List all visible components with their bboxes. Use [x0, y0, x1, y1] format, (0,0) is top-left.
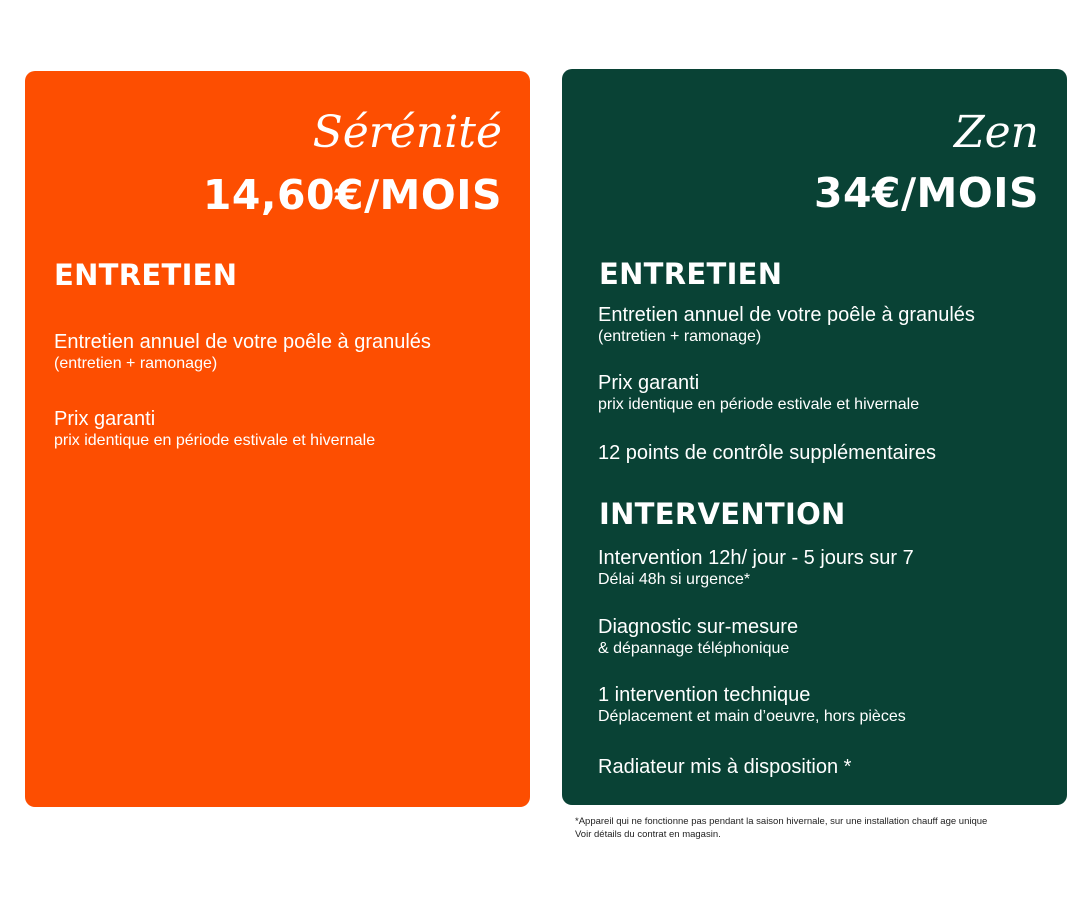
plan-card-serenite — [25, 71, 530, 807]
feature-main: 1 intervention technique — [598, 684, 811, 706]
feature-sub: prix identique en période estivale et hivernale — [54, 432, 376, 449]
plan-name: Sérénité — [312, 107, 502, 158]
feature-item — [54, 407, 375, 451]
plan-price: 14,60€/MOIS — [202, 171, 502, 219]
plan-card-zen — [562, 69, 1067, 805]
footnote — [575, 815, 1075, 841]
feature-item — [598, 371, 919, 415]
feature-main: Radiateur mis à disposition * — [598, 756, 852, 778]
feature-sub: (entretien + ramonage) — [598, 328, 762, 345]
feature-main: Diagnostic sur-mesure — [598, 616, 799, 638]
feature-main: Entretien annuel de votre poêle à granulés — [598, 304, 975, 326]
feature-main: Intervention 12h/ jour - 5 jours sur 7 — [598, 547, 914, 569]
feature-main: Prix garanti — [598, 372, 700, 394]
section-title-entretien: ENTRETIEN — [54, 258, 238, 292]
feature-item — [54, 330, 431, 374]
footnote-line: *Appareil qui ne fonctionne pas pendant la saison hivernale, sur une installation chauff age unique — [575, 816, 988, 827]
feature-item — [598, 441, 936, 465]
feature-item — [598, 546, 914, 590]
feature-item — [598, 755, 851, 779]
plan-price: 34€/MOIS — [814, 169, 1039, 217]
section-title-intervention: INTERVENTION — [599, 497, 846, 531]
feature-sub: (entretien + ramonage) — [54, 355, 218, 372]
feature-sub: & dépannage téléphonique — [598, 640, 790, 657]
plan-name: Zen — [954, 107, 1039, 158]
feature-item — [598, 303, 975, 347]
footnote-line: Voir détails du contrat en magasin. — [575, 829, 721, 840]
feature-sub: prix identique en période estivale et hivernale — [598, 396, 920, 413]
section-title-entretien: ENTRETIEN — [599, 257, 783, 291]
feature-main: Prix garanti — [54, 408, 156, 430]
feature-sub: Déplacement et main d’oeuvre, hors pièces — [598, 708, 906, 725]
feature-main: Entretien annuel de votre poêle à granulés — [54, 331, 431, 353]
feature-item — [598, 683, 906, 727]
feature-main: 12 points de contrôle supplémentaires — [598, 442, 936, 464]
feature-sub: Délai 48h si urgence* — [598, 571, 751, 588]
feature-item — [598, 615, 798, 659]
